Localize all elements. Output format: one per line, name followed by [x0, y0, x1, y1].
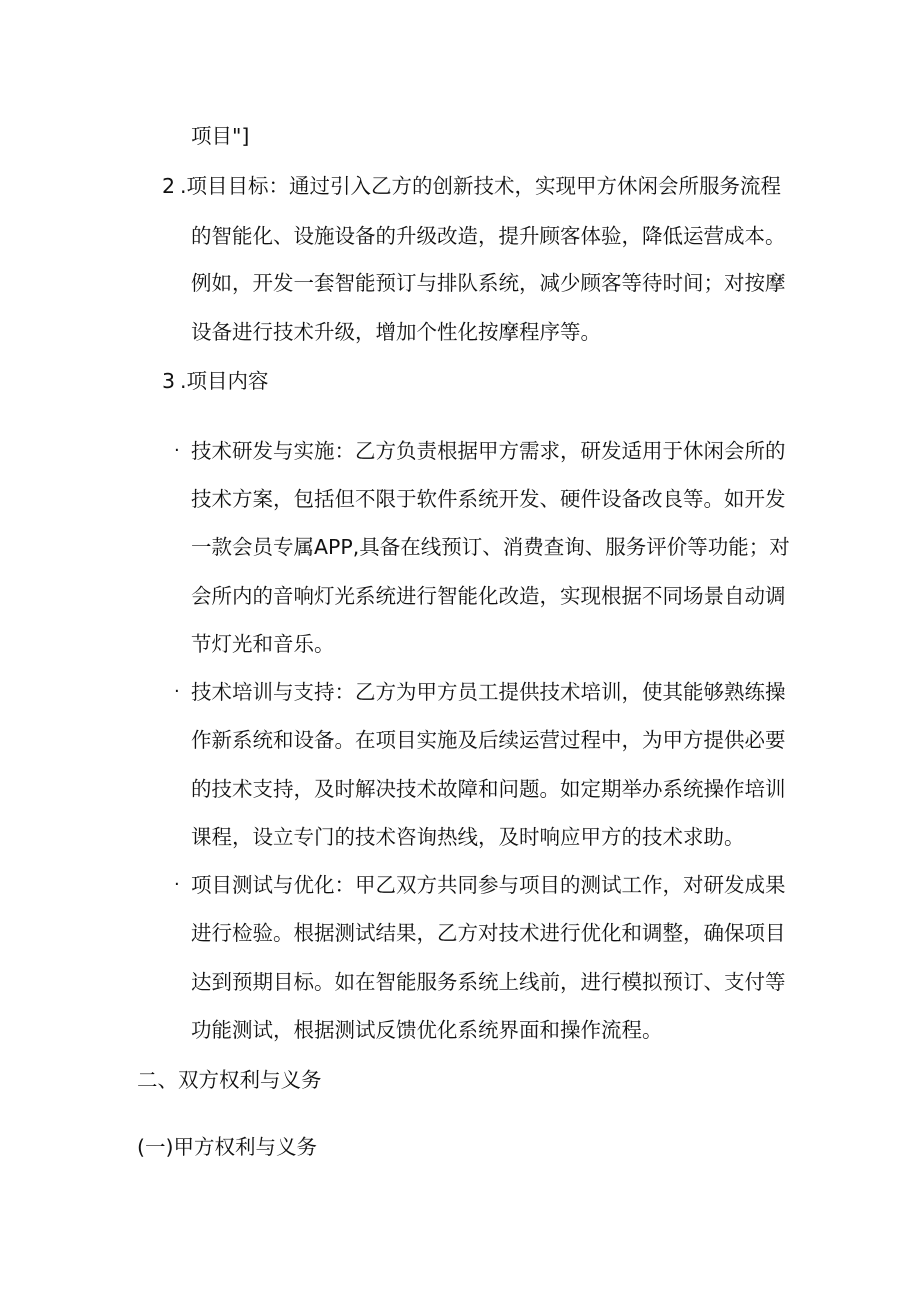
text-line-14: 的技术支持，及时解决技术故障和问题。如定期举办系统操作培训	[191, 777, 786, 801]
text-line-7: 技术研发与实施：乙方负责根据甲方需求，研发适用于休闲会所的	[191, 439, 786, 463]
text-line-9: 一款会员专属APP,具备在线预订、消费查询、服务评价等功能；对	[191, 535, 790, 559]
text-line-12: 技术培训与支持：乙方为甲方员工提供技术培训，使其能够熟练操	[191, 680, 786, 704]
item-number-2: 2	[162, 174, 176, 198]
text-line-11: 节灯光和音乐。	[191, 632, 335, 656]
text-line-19: 功能测试，根据测试反馈优化系统界面和操作流程。	[191, 1018, 663, 1042]
text-line-17: 进行检验。根据测试结果，乙方对技术进行优化和调整，确保项目	[191, 921, 786, 945]
text-line-2: .项目目标：通过引入乙方的创新技术，实现甲方休闲会所服务流程	[180, 174, 782, 198]
bullet-2: ·	[174, 681, 180, 702]
bullet-1: ·	[174, 440, 180, 461]
text-line-5: 设备进行技术升级，增加个性化按摩程序等。	[191, 320, 601, 344]
text-line-6: .项目内容	[180, 369, 269, 393]
text-line-18: 达到预期目标。如在智能服务系统上线前，进行模拟预订、支付等	[191, 970, 786, 994]
text-line-15: 课程，设立专门的技术咨询热线，及时响应甲方的技术求助。	[191, 825, 745, 849]
section-heading: 二、双方权利与义务	[137, 1068, 322, 1092]
text-line-10: 会所内的音响灯光系统进行智能化改造，实现根据不同场景自动调	[191, 584, 786, 608]
subsection-heading: (一)甲方权利与义务	[137, 1135, 317, 1159]
text-line-8: 技术方案，包括但不限于软件系统开发、硬件设备改良等。如开发	[191, 487, 786, 511]
text-line-1: 项目"]	[191, 124, 250, 148]
text-line-3: 的智能化、设施设备的升级改造，提升顾客体验，降低运营成本。	[191, 224, 786, 248]
text-line-4: 例如，开发一套智能预订与排队系统，减少顾客等待时间；对按摩	[191, 271, 786, 295]
item-number-3: 3	[162, 369, 176, 393]
text-line-13: 作新系统和设备。在项目实施及后续运营过程中，为甲方提供必要	[191, 728, 786, 752]
bullet-3: ·	[174, 874, 180, 895]
text-line-16: 项目测试与优化：甲乙双方共同参与项目的测试工作，对研发成果	[191, 873, 786, 897]
